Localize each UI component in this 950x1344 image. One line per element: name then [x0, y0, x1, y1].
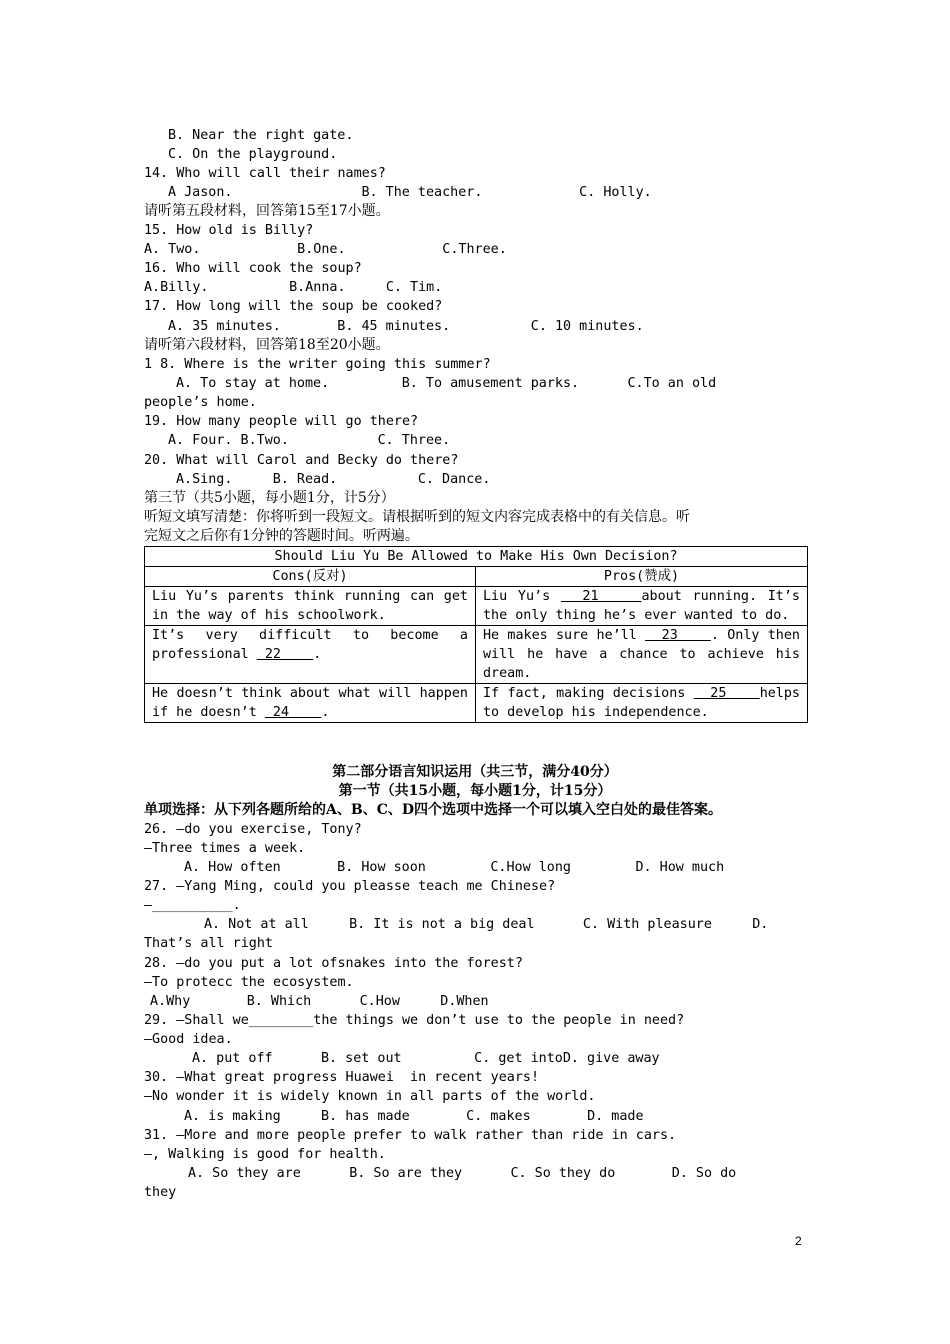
text-line: 30. —What great progress Huawei in recent years!	[144, 1070, 540, 1085]
text-line: —, Walking is good for health.	[144, 1147, 386, 1162]
text-line: people’s home.	[144, 395, 257, 410]
text-line: 31. —More and more people prefer to walk rather than ride in cars.	[144, 1128, 677, 1143]
section2-subtitle: 第一节（共15小题，每小题1分，计15分）	[338, 783, 612, 799]
text-line: A.Sing. B. Read. C. Dance.	[176, 472, 491, 487]
text-line: they	[144, 1185, 177, 1200]
text-line: A Jason. B. The teacher. C. Holly.	[168, 185, 652, 200]
text-line: A. How often B. How soon C.How long D. How much	[184, 860, 725, 875]
text-line: 完短文之后你有1分钟的答题时间。听两遍。	[144, 528, 419, 544]
text-line: A. Not at all B. It is not a big deal C. With pleasure D.	[204, 917, 769, 932]
text-line: A. To stay at home. B. To amusement parks. C.To an old	[176, 376, 717, 391]
text-line: A. Four. B.Two. C. Three.	[168, 433, 451, 448]
cons-text-after: .	[321, 705, 330, 720]
text-line: 16. Who will cook the soup?	[144, 261, 362, 276]
pros-text: He makes sure he’ll	[483, 628, 646, 643]
text-line: —No wonder it is widely known in all parts of the world.	[144, 1089, 596, 1104]
pros-header: Pros(赞成)	[476, 567, 808, 587]
text-line: 26. —do you exercise, Tony?	[144, 822, 362, 837]
pros-text-after: . Only then will he have a chance to achieve his dream.	[483, 628, 800, 681]
pros-cell	[476, 587, 808, 626]
answer-blank: 21	[560, 589, 642, 604]
table-row	[145, 587, 808, 626]
cons-text: He doesn’t think about what will happen if he doesn’t	[152, 686, 468, 720]
text-line: B. Near the right gate.	[168, 128, 354, 143]
cons-cell	[145, 684, 476, 723]
text-line: A. put off B. set out C. get intoD. give away	[192, 1051, 660, 1066]
text-line: 14. Who will call their names?	[144, 166, 386, 181]
cons-text-after: .	[313, 647, 322, 662]
table-title: Should Liu Yu Be Allowed to Make His Own Decision?	[145, 547, 808, 567]
page-number: 2	[795, 1234, 802, 1248]
text-line: —Good idea.	[144, 1032, 233, 1047]
answer-blank: 23	[645, 628, 711, 643]
text-line: 1 8. Where is the writer going this summer?	[144, 357, 491, 372]
cons-header: Cons(反对)	[145, 567, 476, 587]
text-line: 第三节（共5小题，每小题1分，计5分）	[144, 490, 395, 506]
text-line: A.Billy. B.Anna. C. Tim.	[144, 280, 443, 295]
table-row	[145, 684, 808, 723]
text-line: A.Why B. Which C.How D.When	[150, 994, 489, 1009]
text-line: A. 35 minutes. B. 45 minutes. C. 10 minutes.	[168, 319, 644, 334]
text-line: 28. —do you put a lot ofsnakes into the forest?	[144, 956, 523, 971]
answer-blank: 22	[256, 647, 314, 662]
text-line: 15. How old is Billy?	[144, 223, 314, 238]
text-line: A. is making B. has made C. makes D. made	[184, 1109, 644, 1124]
cons-text: Liu Yu’s parents think running can get in the way of his schoolwork.	[152, 589, 468, 623]
text-line: 请听第五段材料，回答第15至17小题。	[144, 203, 390, 219]
pros-text-after: about running. It’s the only thing he’s ever wanted to do.	[483, 589, 800, 623]
text-line: C. On the playground.	[168, 147, 338, 162]
pros-text: If fact, making decisions	[483, 686, 694, 701]
answer-blank: 25	[693, 686, 760, 701]
section2-title: 第二部分语言知识运用（共三节，满分40分）	[332, 764, 618, 780]
text-line: That’s all right	[144, 936, 273, 951]
instruction: 单项选择：从下列各题所给的A、B、C、D四个选项中选择一个可以填入空白处的最佳答案。	[144, 802, 722, 818]
text-line: 听短文填写清楚：你将听到一段短文。请根据听到的短文内容完成表格中的有关信息。听	[144, 509, 690, 525]
cons-cell	[145, 587, 476, 626]
cons-cell	[145, 626, 476, 684]
pros-text: Liu Yu’s	[483, 589, 561, 604]
text-line: 17. How long will the soup be cooked?	[144, 299, 443, 314]
table-row	[145, 626, 808, 684]
decision-table	[144, 546, 808, 723]
text-line: A. So they are B. So are they C. So they do D. So do	[188, 1166, 737, 1181]
text-line: —__________.	[144, 898, 241, 913]
pros-text-after: helps to develop his independence.	[483, 686, 800, 720]
cons-text: It’s very difficult to become a professional	[152, 628, 468, 662]
text-line: —To protecc the ecosystem.	[144, 975, 354, 990]
text-line: A. Two. B.One. C.Three.	[144, 242, 507, 257]
answer-blank: 24	[264, 705, 322, 720]
pros-cell	[476, 626, 808, 684]
text-line: 20. What will Carol and Becky do there?	[144, 453, 459, 468]
text-line: 请听第六段材料，回答第18至20小题。	[144, 337, 390, 353]
text-line: 19. How many people will go there?	[144, 414, 419, 429]
text-line: —Three times a week.	[144, 841, 306, 856]
text-line: 27. —Yang Ming, could you pleasse teach me Chinese?	[144, 879, 556, 894]
pros-cell	[476, 684, 808, 723]
text-line: 29. —Shall we________the things we don’t use to the people in need?	[144, 1013, 685, 1028]
